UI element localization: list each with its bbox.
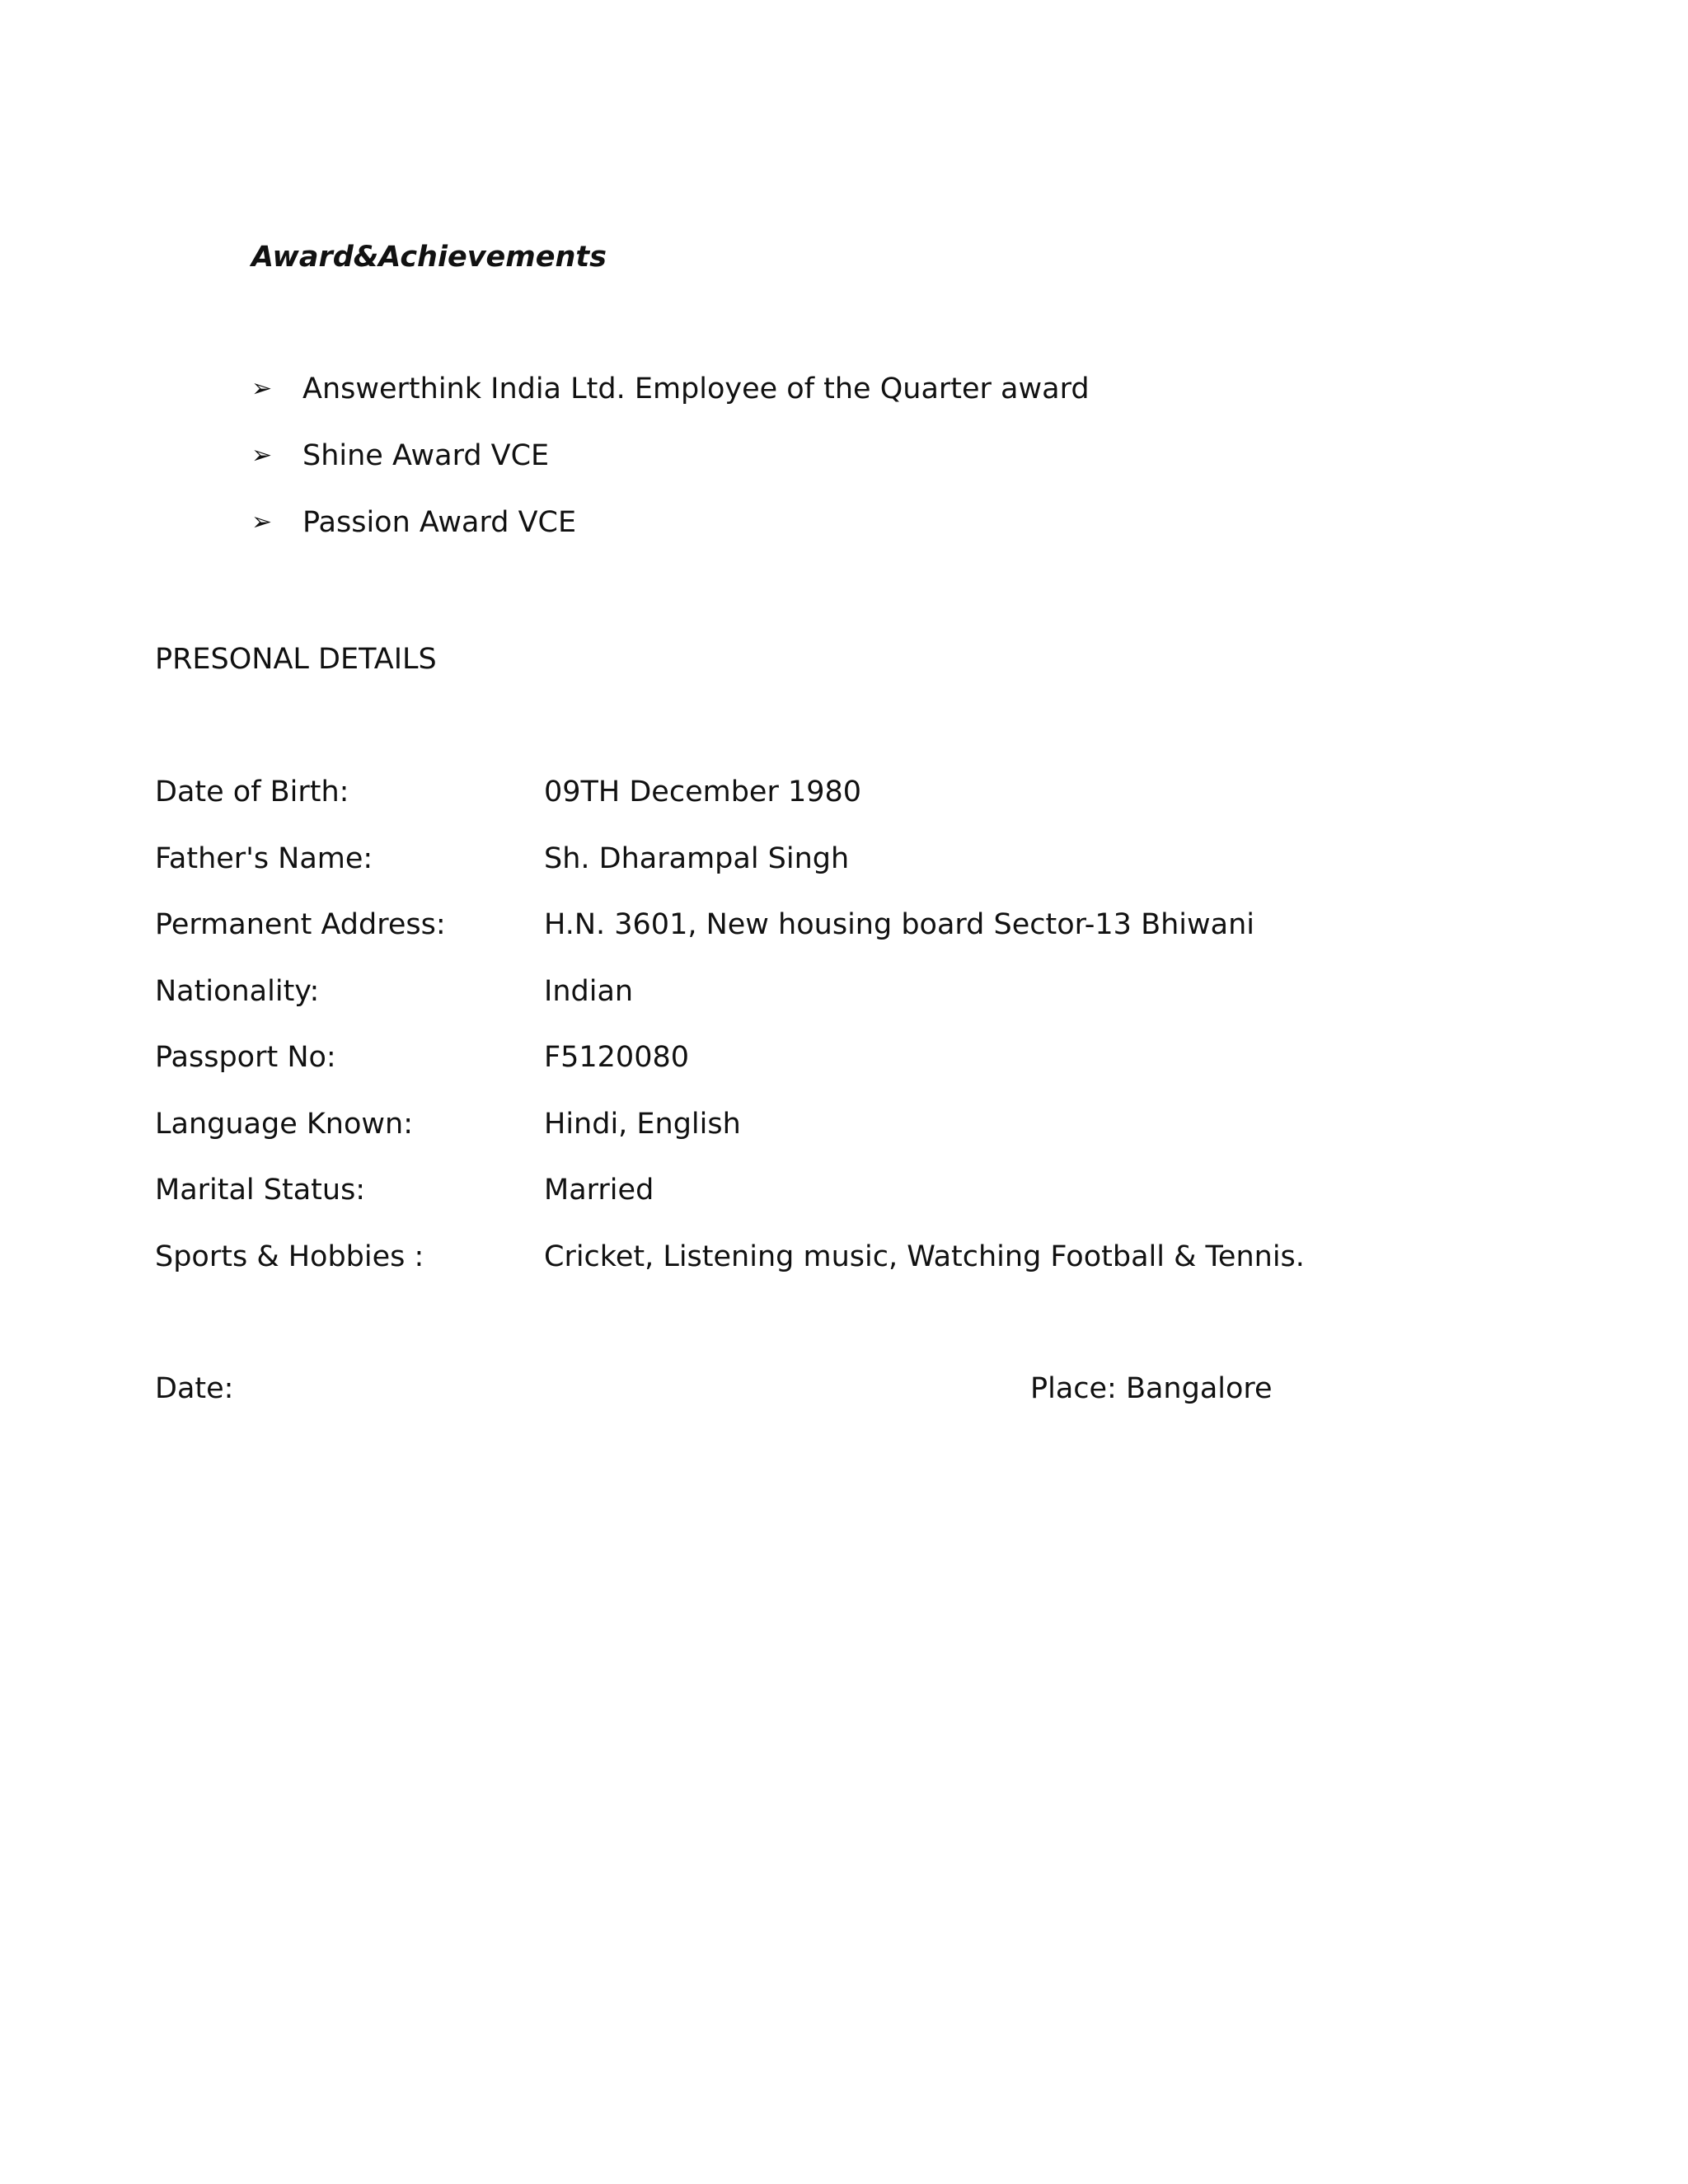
detail-row-nationality	[155, 973, 1556, 1040]
award-text: Answerthink India Ltd. Employee of the Quarter award	[302, 373, 1090, 405]
arrow-bullet-icon: ➢	[251, 374, 273, 403]
detail-value: Indian	[544, 974, 634, 1008]
award-list	[251, 371, 1090, 571]
detail-label: Father's Name:	[155, 841, 373, 875]
arrow-bullet-icon: ➢	[251, 508, 273, 537]
detail-value: Hindi, English	[544, 1107, 741, 1141]
detail-value: Sh. Dharampal Singh	[544, 841, 850, 875]
detail-row-language-known	[155, 1106, 1556, 1173]
award-text: Passion Award VCE	[302, 506, 577, 539]
detail-label: Date of Birth:	[155, 776, 349, 808]
detail-row-fathers-name	[155, 841, 1556, 907]
detail-label: Permanent Address:	[155, 908, 446, 941]
award-item	[251, 371, 1090, 438]
detail-value: 09TH December 1980	[544, 776, 862, 808]
personal-details-table	[155, 774, 1556, 1305]
detail-row-date-of-birth	[155, 774, 1556, 841]
detail-row-sports-hobbies	[155, 1239, 1556, 1305]
detail-label: Sports & Hobbies :	[155, 1240, 424, 1273]
date-label: Date:	[155, 1372, 234, 1405]
arrow-bullet-icon: ➢	[251, 441, 273, 470]
detail-value: Cricket, Listening music, Watching Football & Tennis.	[544, 1240, 1305, 1273]
awards-heading: Award&Achievements	[251, 241, 607, 274]
award-item	[251, 438, 1090, 504]
award-text: Shine Award VCE	[302, 439, 550, 472]
detail-label: Passport No:	[155, 1041, 336, 1074]
detail-row-marital-status	[155, 1172, 1556, 1239]
detail-value: F5120080	[544, 1041, 690, 1074]
detail-row-permanent-address	[155, 907, 1556, 973]
detail-label: Nationality:	[155, 974, 320, 1008]
award-item	[251, 504, 1090, 571]
personal-details-heading: PRESONAL DETAILS	[155, 643, 437, 676]
detail-row-passport-no	[155, 1039, 1556, 1106]
detail-label: Marital Status:	[155, 1174, 366, 1207]
detail-label: Language Known:	[155, 1107, 414, 1141]
detail-value: H.N. 3601, New housing board Sector-13 Bhiwani	[544, 908, 1254, 941]
detail-value: Married	[544, 1174, 654, 1207]
place-label: Place: Bangalore	[1030, 1372, 1273, 1405]
